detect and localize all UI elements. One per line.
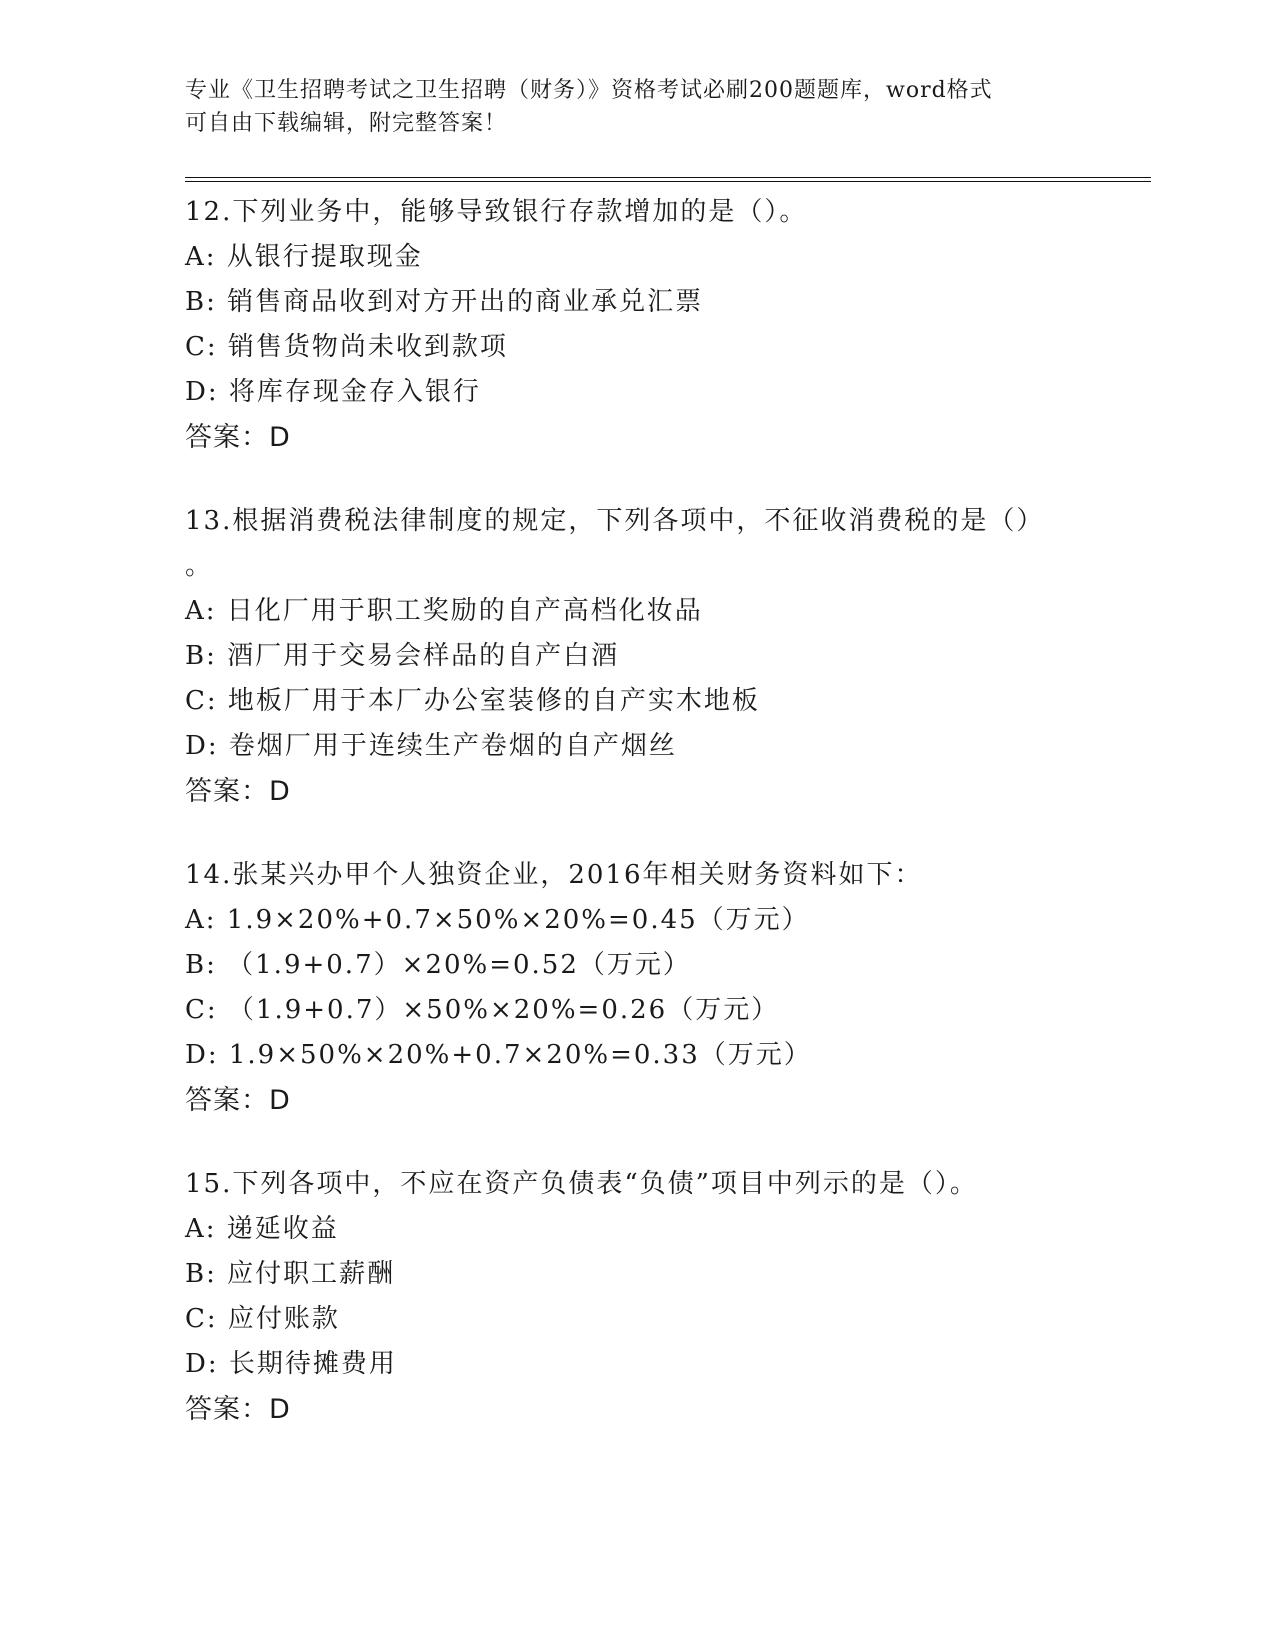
header-divider-top [185, 177, 1151, 178]
answer-line: 答案：D [185, 1085, 291, 1116]
option-c: C: （1.9+0.7）×50%×20%=0.26（万元） [185, 995, 780, 1025]
document-header [185, 74, 1085, 140]
option-a: A: 日化厂用于职工奖励的自产高档化妆品 [185, 596, 703, 626]
option-b: B: （1.9+0.7）×20%=0.52（万元） [185, 950, 691, 980]
answer-line: 答案：D [185, 776, 291, 807]
header-line-2: 可自由下载编辑，附完整答案！ [185, 111, 508, 136]
option-d: D: 将库存现金存入银行 [185, 377, 481, 407]
question-list [185, 190, 1151, 1471]
option-c: C: 销售货物尚未收到款项 [185, 332, 508, 362]
option-a: A: 从银行提取现金 [185, 242, 423, 272]
option-b: B: 应付职工薪酬 [185, 1259, 396, 1289]
option-b: B: 销售商品收到对方开出的商业承兑汇票 [185, 287, 704, 317]
question-stem: 14.张某兴办甲个人独资企业，2016年相关财务资料如下： [185, 860, 923, 890]
header-divider-bottom [185, 181, 1151, 182]
option-a: A: 递延收益 [185, 1214, 339, 1244]
answer-line: 答案：D [185, 1394, 291, 1425]
option-d: D: 长期待摊费用 [185, 1349, 397, 1379]
question-stem-continuation: 。 [185, 551, 214, 581]
option-b: B: 酒厂用于交易会样品的自产白酒 [185, 641, 620, 671]
question-stem: 15.下列各项中，不应在资产负债表“负债”项目中列示的是（）。 [185, 1169, 978, 1199]
question-stem: 12.下列业务中，能够导致银行存款增加的是（）。 [185, 197, 808, 227]
option-d: D: 1.9×50%×20%+0.7×20%=0.33（万元） [185, 1040, 812, 1070]
question-12 [185, 190, 1151, 461]
option-a: A: 1.9×20%+0.7×50%×20%=0.45（万元） [185, 905, 810, 935]
question-13 [185, 499, 1151, 815]
header-line-1: 专业《卫生招聘考试之卫生招聘（财务）》资格考试必刷200题题库，word格式 [185, 78, 993, 103]
option-c: C: 应付账款 [185, 1304, 340, 1334]
question-14 [185, 853, 1151, 1124]
question-15 [185, 1162, 1151, 1433]
option-d: D: 卷烟厂用于连续生产卷烟的自产烟丝 [185, 731, 677, 761]
option-c: C: 地板厂用于本厂办公室装修的自产实木地板 [185, 686, 760, 716]
question-stem: 13.根据消费税法律制度的规定，下列各项中，不征收消费税的是（） [185, 506, 1045, 536]
answer-line: 答案：D [185, 422, 291, 453]
